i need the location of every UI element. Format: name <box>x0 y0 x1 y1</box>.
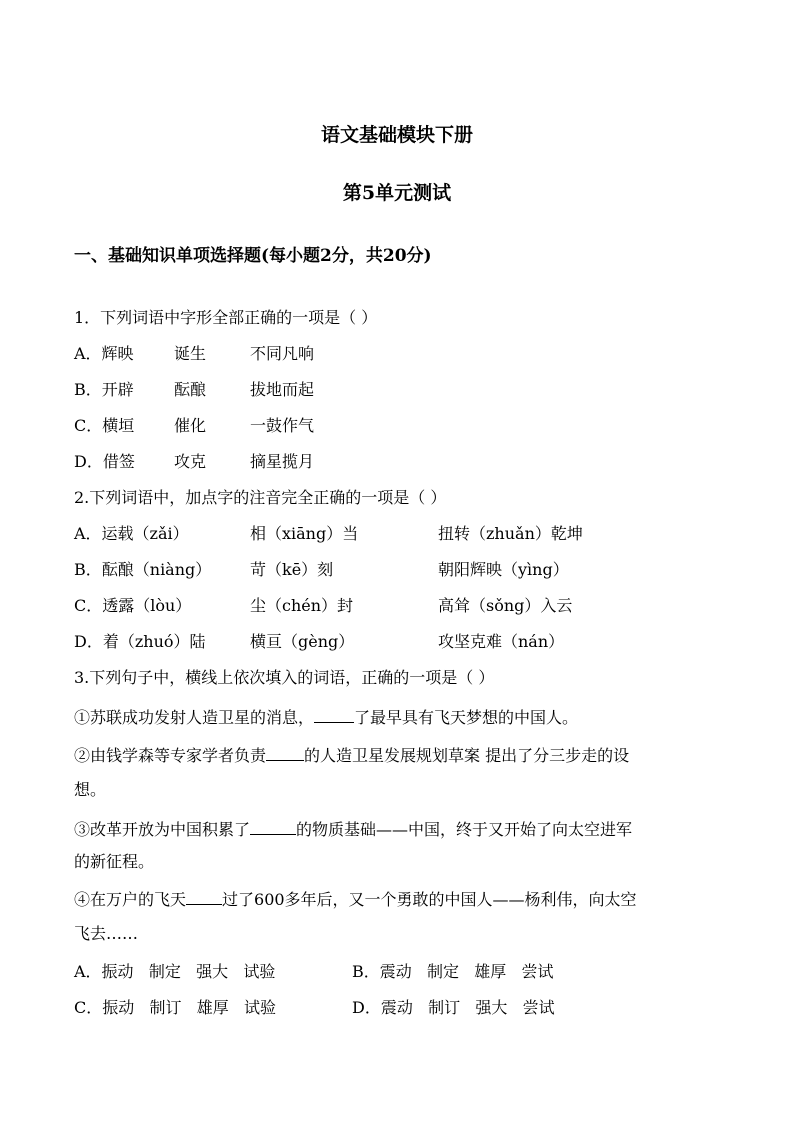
section-heading: 一、基础知识单项选择题(每小题2分，共20分) <box>74 246 432 266</box>
q3-sentence-1 <box>74 706 724 728</box>
q3-s2-part2: 的人造卫星发展规划草案 提出了分三步走的设 <box>304 746 630 765</box>
q1-option-b-word2: 酝酿 <box>174 380 207 399</box>
q3-sentence-4-cont: 飞去…… <box>74 924 139 943</box>
q1-option-c-label: C．横垣 <box>74 416 135 435</box>
fill-blank <box>314 706 354 723</box>
q2-option-d-col1: D．着（zhuó）陆 <box>74 632 206 651</box>
q2-option-b-col3: 朝阳辉映（yìng） <box>438 560 569 579</box>
q3-sentence-2 <box>74 744 724 766</box>
q3-sentence-4 <box>74 888 724 910</box>
q2-option-c-col2: 尘（chén）封 <box>250 596 354 615</box>
fill-blank <box>186 888 222 905</box>
q2-option-b-col2: 苛（kē）刻 <box>250 560 334 579</box>
q3-s3-part1: ③改革开放为中国积累了 <box>74 820 251 839</box>
q1-option-b-label: B．开辟 <box>74 380 134 399</box>
q3-sentence-3-cont: 的新征程。 <box>74 852 155 871</box>
q3-stem: 3.下列句子中，横线上依次填入的词语，正确的一项是（ ） <box>74 668 495 687</box>
q3-s4-part2: 过了600多年后，又一个勇敢的中国人——杨利伟，向太空 <box>222 890 637 909</box>
q3-option-a: A．振动 制定 强大 试验 <box>74 962 276 981</box>
q3-sentence-3 <box>74 818 724 840</box>
q1-option-a-word3: 不同凡响 <box>250 344 315 363</box>
q2-option-c-col1: C．透露（lòu） <box>74 596 192 615</box>
q3-s3-part2: 的物质基础——中国，终于又开始了向太空进军 <box>296 820 633 839</box>
q2-stem: 2.下列词语中，加点字的注音完全正确的一项是（ ） <box>74 488 447 507</box>
q1-option-d-label: D．借签 <box>74 452 135 471</box>
fill-blank <box>266 744 304 761</box>
q3-option-b: B．震动 制定 雄厚 尝试 <box>352 962 554 981</box>
q3-s4-part1: ④在万户的飞天 <box>74 890 187 909</box>
q2-option-d-col3: 攻坚克难（nán） <box>438 632 565 651</box>
q2-option-d-col2: 横亘（gèng） <box>250 632 355 651</box>
q2-option-b-col1: B．酝酿（niàng） <box>74 560 212 579</box>
q1-option-c-word3: 一鼓作气 <box>250 416 315 435</box>
q3-s1-part1: ①苏联成功发射人造卫星的消息， <box>74 708 315 727</box>
q1-option-d-word3: 摘星揽月 <box>250 452 315 471</box>
q2-option-a-col2: 相（xiāng）当 <box>250 524 359 543</box>
q3-option-c: C．振动 制订 雄厚 试验 <box>74 998 277 1017</box>
q1-option-d-word2: 攻克 <box>174 452 207 471</box>
q1-option-b-word3: 拔地而起 <box>250 380 315 399</box>
q3-s1-part2: 了最早具有飞天梦想的中国人。 <box>354 708 579 727</box>
q3-sentence-2-cont: 想。 <box>74 780 107 799</box>
q1-option-c-word2: 催化 <box>174 416 207 435</box>
q2-option-a-col3: 扭转（zhuǎn）乾坤 <box>438 524 583 543</box>
q2-option-a-col1: A．运载（zǎi） <box>74 524 189 543</box>
q1-option-a-label: A．辉映 <box>74 344 134 363</box>
fill-blank <box>250 818 296 835</box>
document-title: 语文基础模块下册 <box>320 124 473 146</box>
q3-s2-part1: ②由钱学森等专家学者负责 <box>74 746 267 765</box>
q1-stem: 1．下列词语中字形全部正确的一项是（ ） <box>74 308 378 327</box>
q3-option-d: D．震动 制订 强大 尝试 <box>352 998 555 1017</box>
document-subtitle: 第5单元测试 <box>342 182 452 204</box>
q1-option-a-word2: 诞生 <box>174 344 207 363</box>
q2-option-c-col3: 高耸（sǒng）入云 <box>438 596 573 615</box>
